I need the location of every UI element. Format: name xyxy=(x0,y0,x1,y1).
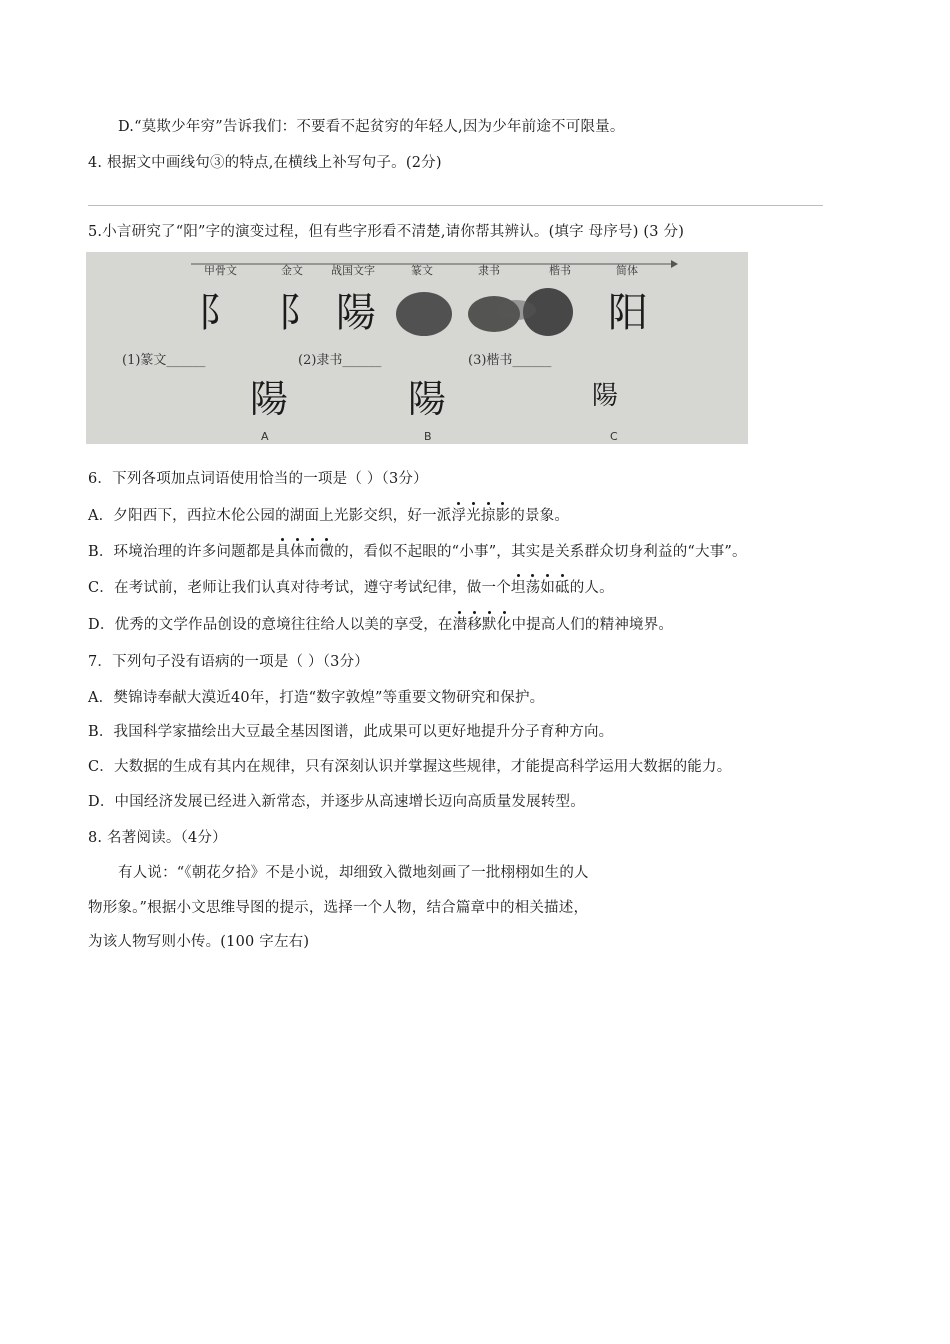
emphasis-char: 荡 xyxy=(525,580,541,596)
q7-option-b: B．我国科学家描绘出大豆最全基因图谱，此成果可以更好地提升分子育种方向。 xyxy=(88,724,614,740)
yang-evolution-figure xyxy=(86,252,748,444)
glyph-bronze: 阝 xyxy=(278,290,318,336)
question-4: 4. 根据文中画线句③的特点,在横线上补写句子。(2分) xyxy=(88,155,442,171)
q6-d-text: D．优秀的文学作品创设的意境往往给人以美的享受，在 xyxy=(88,617,453,633)
q6-option-d xyxy=(88,615,673,635)
q6-option-b xyxy=(88,542,747,562)
q8-paragraph-line-2: 物形象。”根据小文思维导图的提示，选择一个人物，结合篇章中的相关描述， xyxy=(88,900,589,916)
q7-option-d: D．中国经济发展已经进入新常态，并逐步从高速增长迈向高质量发展转型。 xyxy=(88,794,585,810)
blank-seal[interactable]: (1)篆文______ xyxy=(122,353,206,368)
option-c-glyph: 陽 xyxy=(592,381,619,411)
q6-option-a xyxy=(88,506,569,526)
q6-a-text: A．夕阳西下，西拉木伦公园的湖面上光影交织，好一派 xyxy=(88,508,452,524)
timeline-label-bronze: 金文 xyxy=(281,264,303,277)
emphasis-char: 掠 xyxy=(480,508,496,524)
blank-regular[interactable]: (3)楷书______ xyxy=(468,353,552,368)
timeline-label-simplified: 简体 xyxy=(616,264,638,277)
q8-paragraph-line-1: 有人说：“《朝花夕拾》不是小说，却细致入微地刻画了一批栩栩如生的人 xyxy=(118,865,589,881)
glyph-oracle: 阝 xyxy=(198,290,238,336)
emphasis-char: 光 xyxy=(466,508,481,524)
answer-blank-line[interactable] xyxy=(88,205,823,206)
timeline-label-seal: 篆文 xyxy=(411,264,433,277)
question-8: 8. 名著阅读。（4分） xyxy=(88,830,227,846)
q6-c-dotted-word xyxy=(511,580,570,596)
glyph-warring: 陽 xyxy=(336,290,376,336)
q7-option-c: C．大数据的生成有其内在规律，只有深刻认识并掌握这些规律，才能提高科学运用大数据的能力。 xyxy=(88,759,732,775)
option-b-glyph: 陽 xyxy=(408,377,447,421)
q7-option-a: A．樊锦诗奉献大漠近40年，打造“数字敦煌”等重要文物研究和保护。 xyxy=(88,690,545,706)
q6-a-dotted-word xyxy=(451,508,510,524)
emphasis-char: 具 xyxy=(275,544,290,560)
emphasis-char: 影 xyxy=(495,508,511,524)
q6-b-dotted-word xyxy=(275,544,334,560)
q8-paragraph-line-3: 为该人物写则小传。(100 字左右) xyxy=(88,934,310,950)
emphasis-char: 化 xyxy=(496,617,512,633)
question-7: 7．下列句子没有语病的一项是（ ）（3分） xyxy=(88,654,370,670)
glyph-simplified: 阳 xyxy=(608,290,648,336)
emphasis-char: 砥 xyxy=(555,580,570,596)
emphasis-char: 坦 xyxy=(510,580,526,596)
q6-a-text-end: 的景象。 xyxy=(510,508,570,524)
emphasis-char: 默 xyxy=(482,617,497,633)
option-c-letter: C xyxy=(610,430,618,443)
emphasis-char: 微 xyxy=(319,544,335,560)
option-b-letter: B xyxy=(424,430,432,443)
emphasis-char: 如 xyxy=(540,580,556,596)
timeline-label-clerical: 隶书 xyxy=(478,264,500,277)
emphasis-char: 浮 xyxy=(451,508,467,524)
blank-clerical[interactable]: (2)隶书______ xyxy=(298,353,382,368)
q6-option-c xyxy=(88,578,614,598)
q6-b-text: B．环境治理的许多问题都是 xyxy=(88,544,276,560)
q6-d-dotted-word xyxy=(453,617,512,633)
q6-b-text-end: 的，看似不起眼的“小事”，其实是关系群众切身利益的“大事”。 xyxy=(334,544,747,560)
question-5: 5.小言研究了“阳”字的演变过程，但有些字形看不清楚,请你帮其辨认。(填字 母序号) (3 分) xyxy=(88,224,685,240)
emphasis-char: 潜 xyxy=(452,617,468,633)
question-6: 6．下列各项加点词语使用恰当的一项是（ ）（3分） xyxy=(88,471,428,487)
q6-c-text-end: 的人。 xyxy=(569,580,614,596)
option-a-glyph: 陽 xyxy=(250,377,289,421)
q6-c-text: C．在考试前，老师让我们认真对待考试，遵守考试纪律，做一个 xyxy=(88,580,511,596)
option-a-letter: A xyxy=(261,430,269,443)
emphasis-char: 移 xyxy=(467,617,483,633)
q3-option-d: D.“莫欺少年穷”告诉我们：不要看不起贫穷的年轻人,因为少年前途不可限量。 xyxy=(118,119,625,135)
emphasis-char: 体 xyxy=(289,544,305,560)
q6-d-text-end: 中提高人们的精神境界。 xyxy=(511,617,674,633)
timeline-label-warring: 战国文字 xyxy=(331,264,375,277)
timeline-label-oracle: 甲骨文 xyxy=(204,264,237,277)
timeline-label-regular: 楷书 xyxy=(549,264,571,277)
smudged-glyphs xyxy=(396,288,573,336)
emphasis-char: 而 xyxy=(304,544,320,560)
